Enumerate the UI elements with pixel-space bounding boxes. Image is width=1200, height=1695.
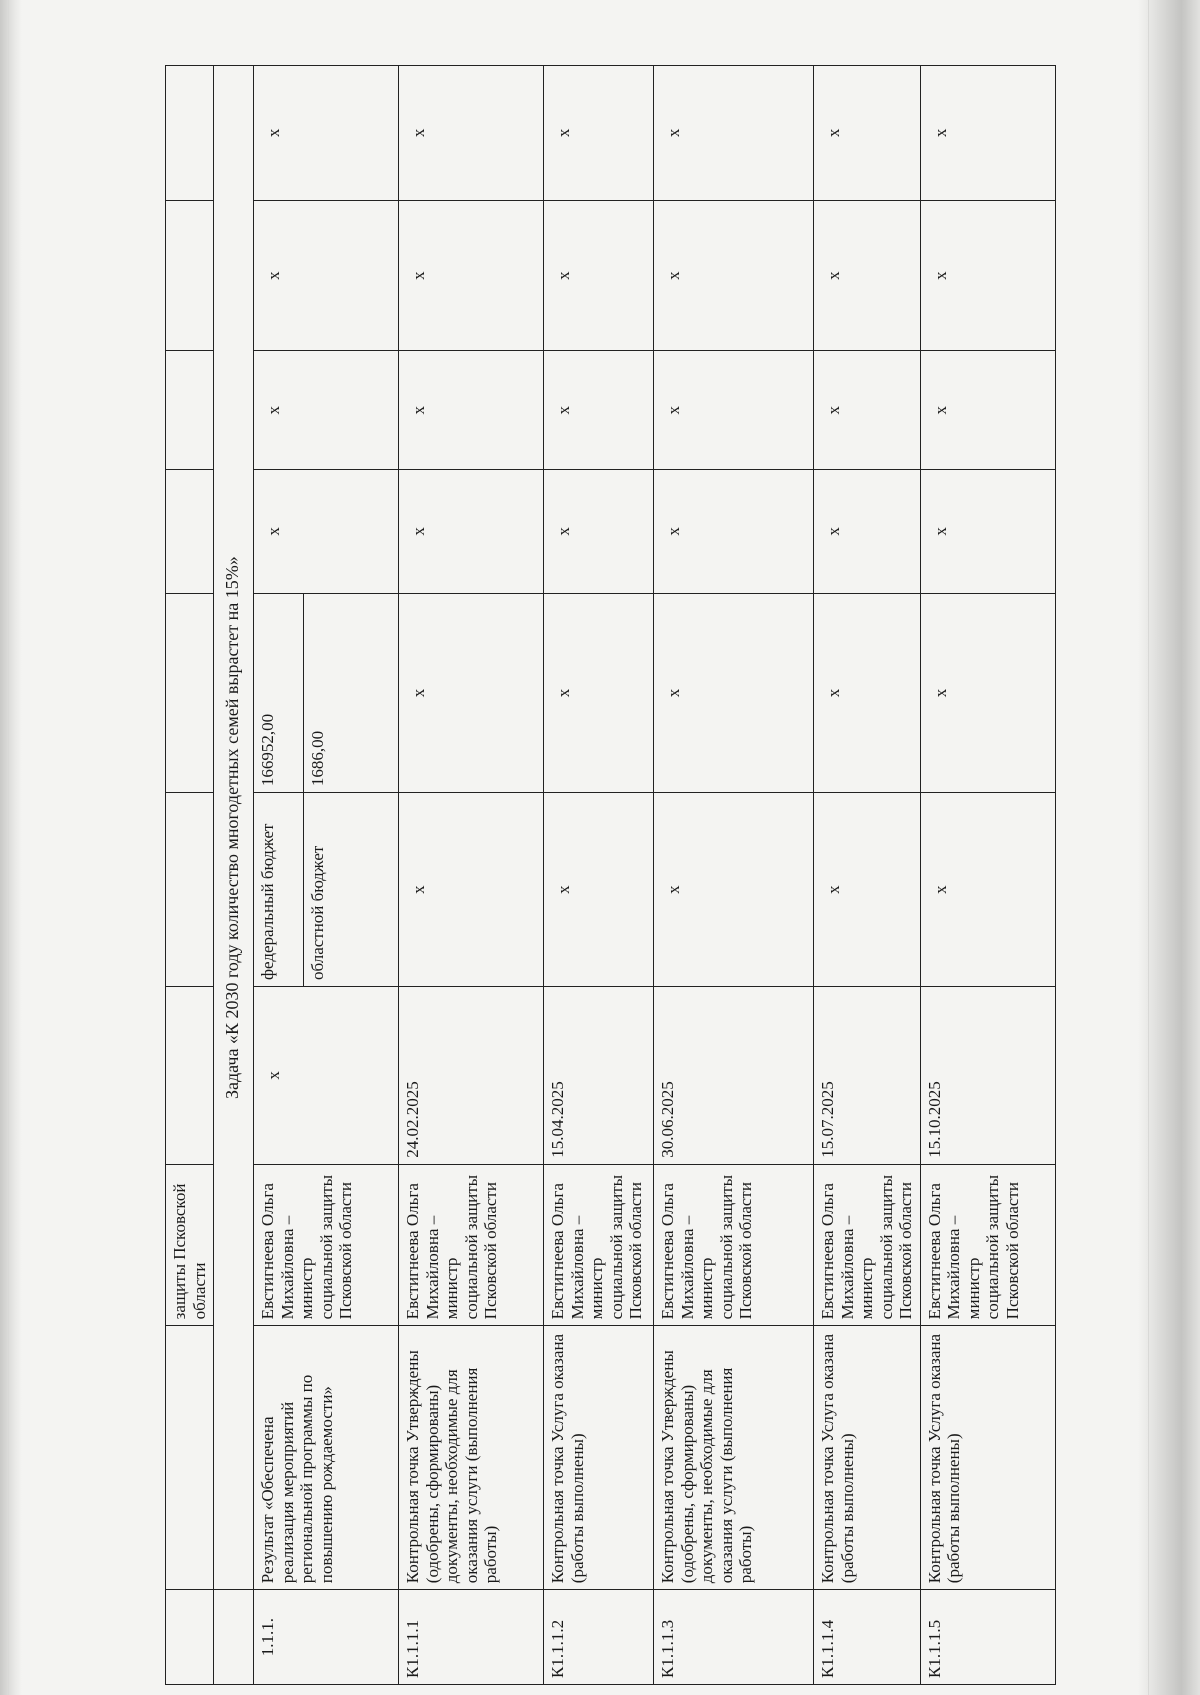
x-mark: x xyxy=(544,66,654,201)
table-row xyxy=(544,66,654,1685)
x-mark: x xyxy=(399,793,544,987)
x-mark: x xyxy=(814,469,921,593)
x-mark: x xyxy=(399,200,544,351)
x-mark: x xyxy=(399,351,544,469)
row-date: 30.06.2025 xyxy=(654,987,814,1165)
row-num: К1.1.1.4 xyxy=(814,1590,921,1685)
row-num: К1.1.1.5 xyxy=(920,1590,1055,1685)
row-responsible: Евстигнеева Ольга Михайловна – министр социальной защиты Псковской области xyxy=(399,1164,544,1326)
row-date: 15.07.2025 xyxy=(814,987,921,1165)
result-name: Результат «Обеспечена реализация мероприятий региональной программы по повышению рождаемости» xyxy=(254,1326,399,1590)
x-mark: x xyxy=(399,469,544,593)
table-row xyxy=(654,66,814,1685)
header-tail-row xyxy=(166,66,214,1685)
scan-artifact xyxy=(8,0,9,1695)
result-num: 1.1.1. xyxy=(254,1590,399,1685)
scan-edge-left xyxy=(0,0,22,1695)
row-responsible: Евстигнеева Ольга Михайловна – министр социальной защиты Псковской области xyxy=(814,1164,921,1326)
x-mark: x xyxy=(654,469,814,593)
x-mark: x xyxy=(254,351,399,469)
x-mark: x xyxy=(254,200,399,351)
header-cell xyxy=(166,200,214,351)
header-cell xyxy=(166,1326,214,1590)
row-num: К1.1.1.3 xyxy=(654,1590,814,1685)
source-federal: федеральный бюджет xyxy=(254,793,304,987)
x-mark: x xyxy=(544,200,654,351)
x-mark: x xyxy=(920,200,1055,351)
x-mark: x xyxy=(544,469,654,593)
result-row xyxy=(254,66,304,1685)
header-cell xyxy=(166,1590,214,1685)
row-name: Контрольная точка Услуга оказана (работы выполнены) xyxy=(920,1326,1055,1590)
row-date: 24.02.2025 xyxy=(399,987,544,1165)
x-mark: x xyxy=(814,200,921,351)
x-mark: x xyxy=(654,793,814,987)
x-mark: x xyxy=(254,469,399,593)
row-num: К1.1.1.2 xyxy=(544,1590,654,1685)
header-cell xyxy=(166,987,214,1165)
x-mark: x xyxy=(814,66,921,201)
row-num: К1.1.1.1 xyxy=(399,1590,544,1685)
x-mark: x xyxy=(814,793,921,987)
x-mark: x xyxy=(920,469,1055,593)
rotated-page xyxy=(165,65,1100,1685)
amount-federal: 166952,00 xyxy=(254,593,304,792)
source-regional: областной бюджет xyxy=(304,793,399,987)
row-responsible: Евстигнеева Ольга Михайловна – министр социальной защиты Псковской области xyxy=(544,1164,654,1326)
x-mark: x xyxy=(920,351,1055,469)
x-mark: x xyxy=(399,66,544,201)
row-responsible: Евстигнеева Ольга Михайловна – министр социальной защиты Псковской области xyxy=(920,1164,1055,1326)
task-spacer xyxy=(214,1590,254,1685)
header-cell xyxy=(166,593,214,792)
x-mark: x xyxy=(544,351,654,469)
x-mark: x xyxy=(920,593,1055,792)
row-responsible: Евстигнеева Ольга Михайловна – министр социальной защиты Псковской области xyxy=(654,1164,814,1326)
task-row xyxy=(214,66,254,1685)
row-date: 15.04.2025 xyxy=(544,987,654,1165)
x-mark: x xyxy=(920,66,1055,201)
x-mark: x xyxy=(814,351,921,469)
table-row xyxy=(920,66,1055,1685)
result-date: x xyxy=(254,987,399,1165)
row-name: Контрольная точка Утверждены (одобрены, сформированы) документы, необходимые для оказания услуги (выполнения работы) xyxy=(654,1326,814,1590)
scan-artifact xyxy=(1148,0,1149,1695)
x-mark: x xyxy=(654,351,814,469)
x-mark: x xyxy=(544,793,654,987)
header-org-cell: защиты Псковской области xyxy=(166,1164,214,1326)
row-name: Контрольная точка Услуга оказана (работы выполнены) xyxy=(544,1326,654,1590)
header-cell xyxy=(166,66,214,201)
x-mark: x xyxy=(654,593,814,792)
header-cell xyxy=(166,469,214,593)
result-responsible: Евстигнеева Ольга Михайловна – министр социальной защиты Псковской области xyxy=(254,1164,399,1326)
table-row xyxy=(814,66,921,1685)
x-mark: x xyxy=(399,593,544,792)
plan-table xyxy=(165,65,1056,1685)
row-date: 15.10.2025 xyxy=(920,987,1055,1165)
amount-regional: 1686,00 xyxy=(304,593,399,792)
x-mark: x xyxy=(814,593,921,792)
x-mark: x xyxy=(544,593,654,792)
header-cell xyxy=(166,351,214,469)
x-mark: x xyxy=(920,793,1055,987)
x-mark: x xyxy=(654,66,814,201)
x-mark: x xyxy=(254,66,399,201)
header-cell xyxy=(166,793,214,987)
task-title: Задача «К 2030 году количество многодетных семей вырастет на 15%» xyxy=(214,66,254,1590)
row-name: Контрольная точка Утверждены (одобрены, сформированы) документы, необходимые для оказания услуги (выполнения работы) xyxy=(399,1326,544,1590)
row-name: Контрольная точка Услуга оказана (работы выполнены) xyxy=(814,1326,921,1590)
table-row xyxy=(399,66,544,1685)
x-mark: x xyxy=(654,200,814,351)
